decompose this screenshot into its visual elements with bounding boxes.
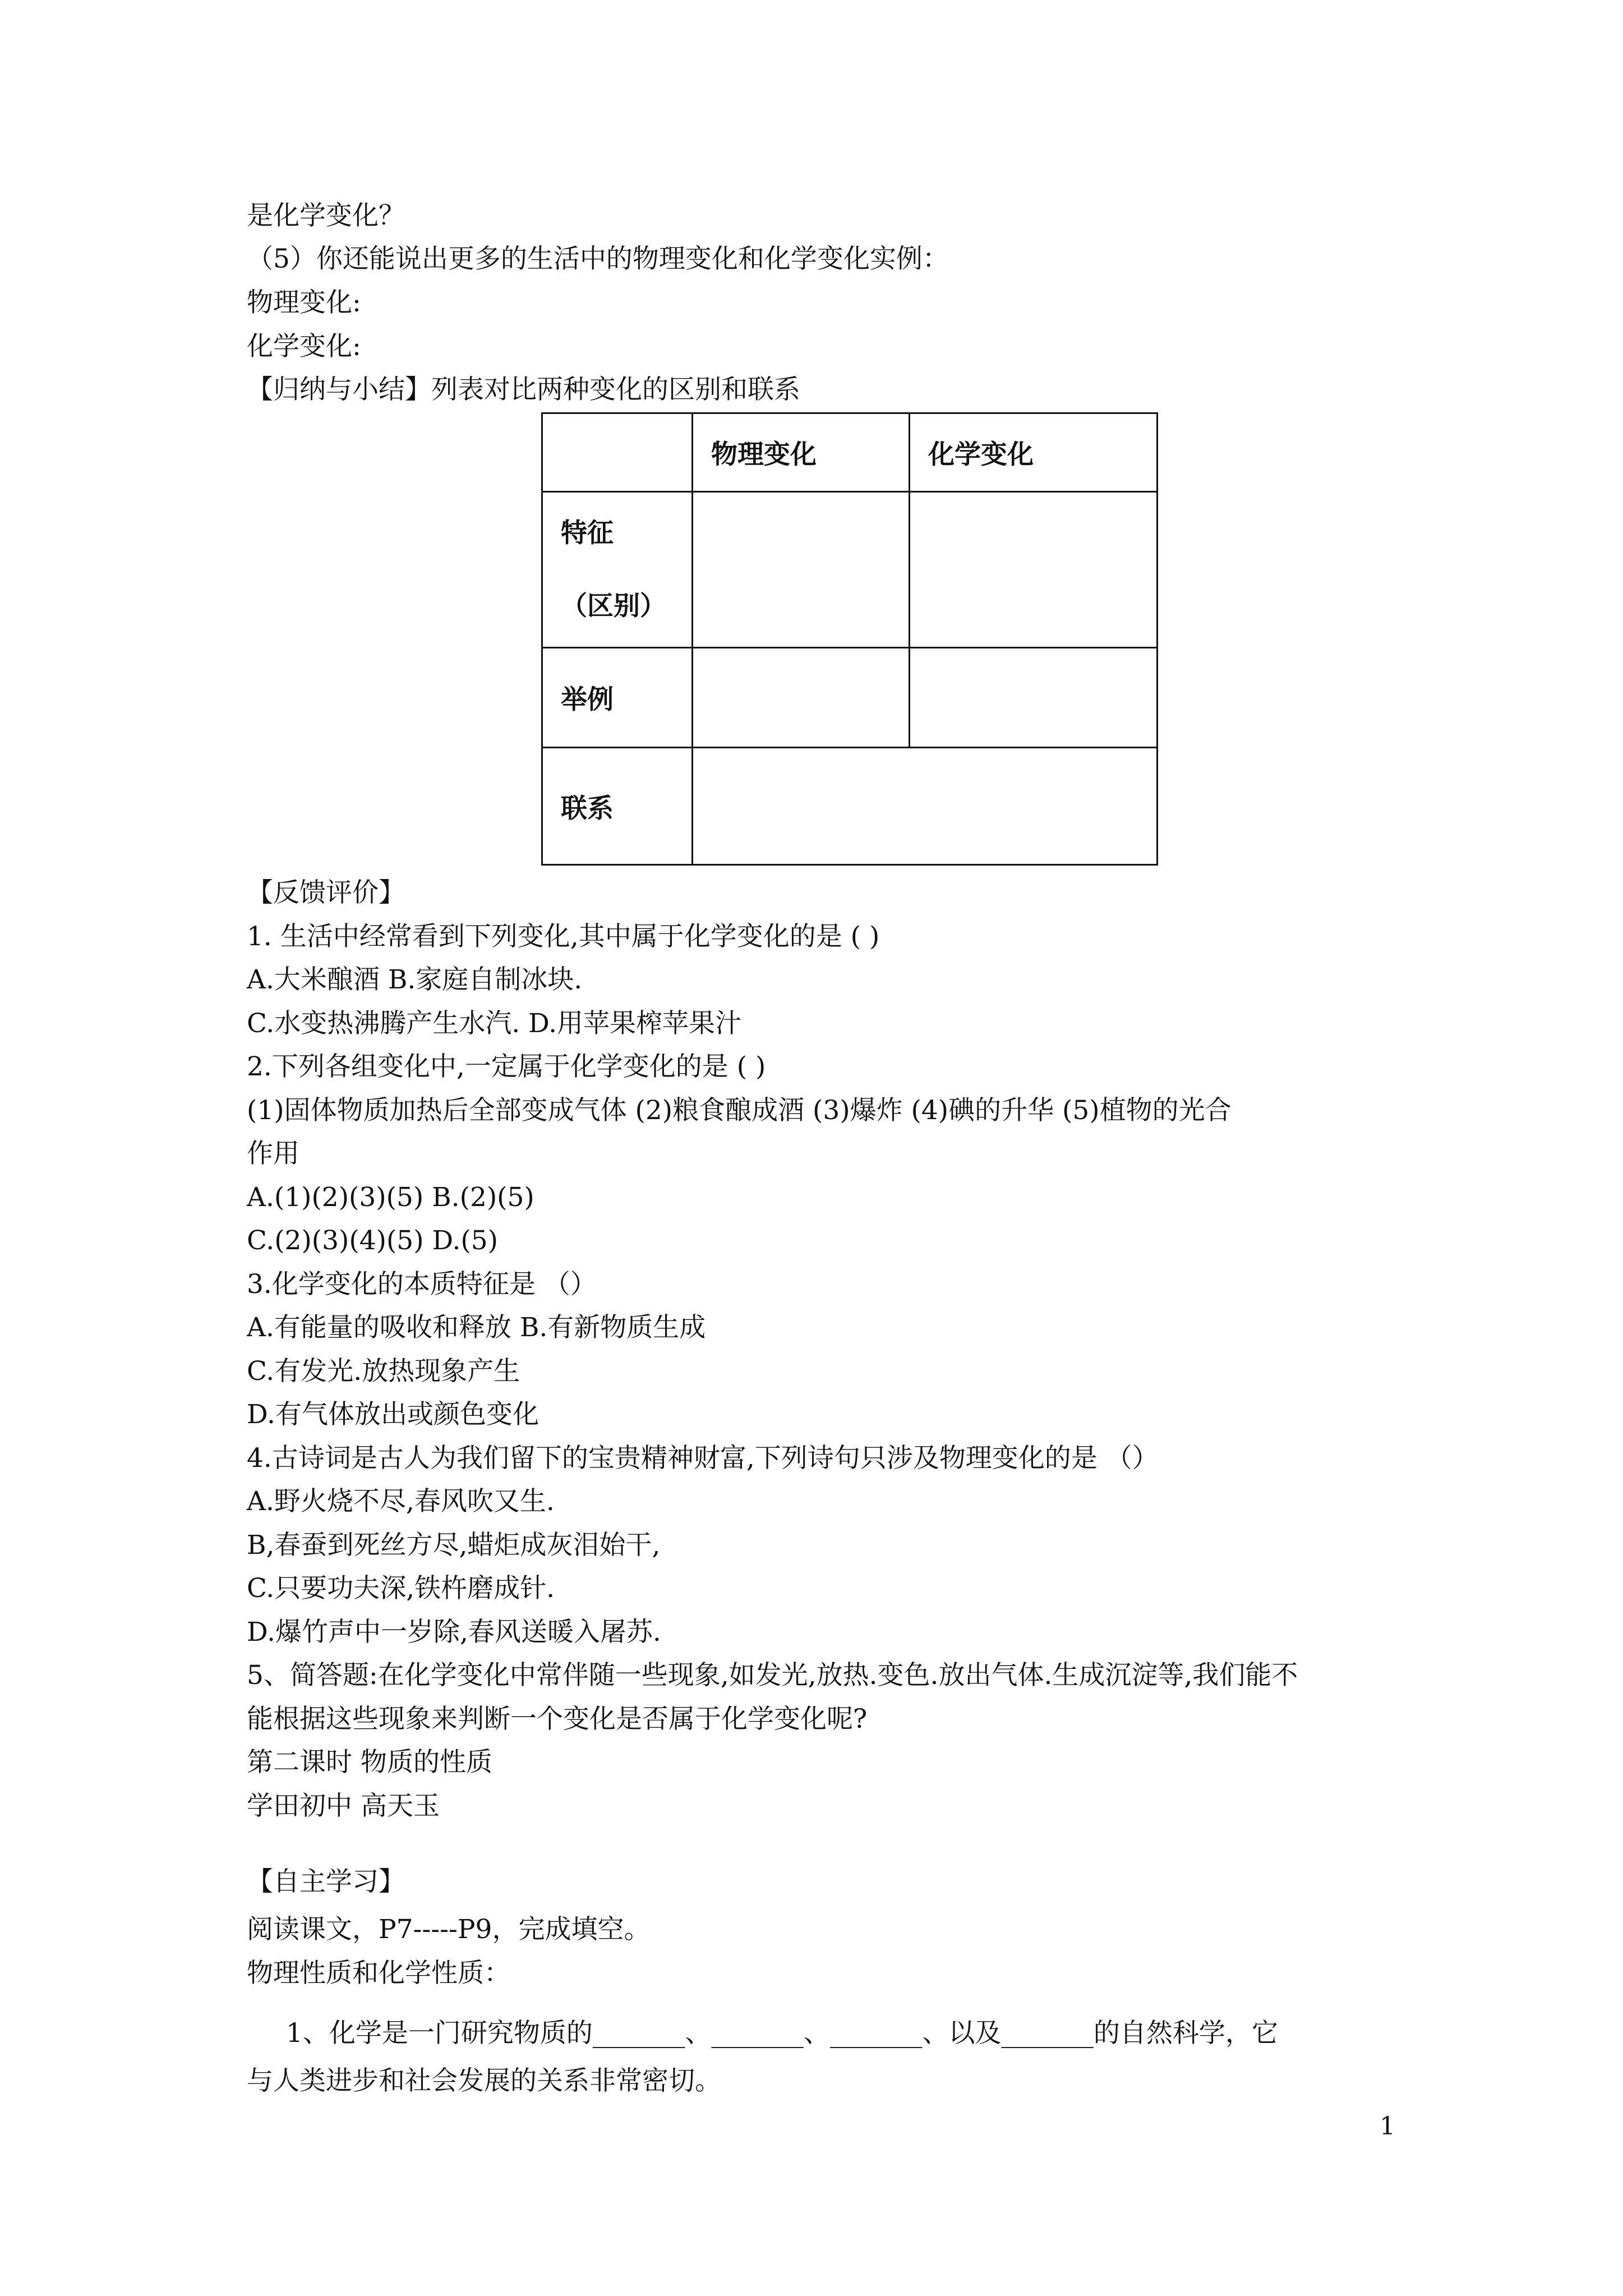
question-1: 1. 生活中经常看到下列变化,其中属于化学变化的是 ( ): [247, 921, 880, 952]
table-header-physical: 物理变化: [693, 413, 910, 492]
table-label-example: 举例: [542, 648, 693, 748]
question-3-option-d: D.有气体放出或颜色变化: [247, 1399, 539, 1430]
question-2-options-cd: C.(2)(3)(4)(5) D.(5): [247, 1225, 498, 1256]
question-2: 2.下列各组变化中,一定属于化学变化的是 ( ): [247, 1051, 766, 1082]
question-3-options-ab: A.有能量的吸收和释放 B.有新物质生成: [247, 1312, 706, 1343]
question-2-items-cont: 作用: [247, 1138, 299, 1169]
table-label-relation: 联系: [542, 748, 693, 865]
question-1-options-cd: C.水变热沸腾产生水汽. D.用苹果榨苹果汁: [247, 1008, 742, 1039]
question-4-option-a: A.野火烧不尽,春风吹又生.: [247, 1486, 555, 1517]
feedback-heading: 【反馈评价】: [247, 877, 405, 908]
table-cell-empty-merged: [693, 748, 1158, 865]
question-2-options-ab: A.(1)(2)(3)(5) B.(2)(5): [247, 1182, 534, 1213]
self-study-heading: 【自主学习】: [247, 1866, 405, 1897]
question-4-option-c: C.只要功夫深,铁杵磨成针.: [247, 1573, 555, 1604]
question-1-options-ab: A.大米酿酒 B.家庭自制冰块.: [247, 964, 583, 995]
feature-label-line-2: （区别）: [561, 590, 666, 622]
question-2-items: (1)固体物质加热后全部变成气体 (2)粮食酿成酒 (3)爆炸 (4)碘的升华 (5)植物的光合: [247, 1095, 1232, 1126]
table-header-chemical: 化学变化: [910, 413, 1158, 492]
question-5-cont: 能根据这些现象来判断一个变化是否属于化学变化呢?: [247, 1704, 868, 1734]
table-row: [542, 413, 1158, 492]
intro-line-3: 物理变化:: [247, 287, 361, 318]
summary-table: [541, 412, 1158, 866]
reading-instruction: 阅读课文，P7-----P9，完成填空。: [247, 1914, 651, 1945]
question-5: 5、简答题:在化学变化中常伴随一些现象,如发光,放热.变色.放出气体.生成沉淀等,我们能不: [247, 1660, 1298, 1691]
fill-in-blank-1: 1、化学是一门研究物质的_______、_______、_______、以及_______的自然科学，它: [286, 2018, 1278, 2049]
question-4-option-d: D.爆竹声中一岁除,春风送暖入屠苏.: [247, 1617, 661, 1648]
table-cell-empty: [910, 492, 1158, 648]
table-cell-corner: [542, 413, 693, 492]
intro-line-4: 化学变化:: [247, 331, 361, 362]
table-row: [542, 648, 1158, 748]
question-4-option-b: B,春蚕到死丝方尽,蜡炬成灰泪始干,: [247, 1530, 661, 1561]
properties-heading: 物理性质和化学性质：: [247, 1958, 510, 1989]
fill-in-blank-1-cont: 与人类进步和社会发展的关系非常密切。: [247, 2065, 721, 2096]
table-cell-empty: [693, 648, 910, 748]
question-3-option-c: C.有发光.放热现象产生: [247, 1356, 520, 1387]
feature-label-line-1: 特征: [561, 517, 614, 549]
question-4: 4.古诗词是古人为我们留下的宝贵精神财富,下列诗句只涉及物理变化的是 （）: [247, 1443, 1159, 1474]
summary-heading: 【归纳与小结】列表对比两种变化的区别和联系: [247, 374, 800, 405]
lesson-2-title: 第二课时 物质的性质: [247, 1747, 492, 1778]
page-number: 1: [1380, 2112, 1395, 2141]
lesson-2-author: 学田初中 高天玉: [247, 1791, 440, 1821]
table-label-feature: [542, 492, 693, 648]
intro-line-1: 是化学变化？: [247, 200, 405, 231]
table-cell-empty: [910, 648, 1158, 748]
question-3: 3.化学变化的本质特征是 （）: [247, 1269, 597, 1300]
intro-line-2: （5）你还能说出更多的生活中的物理变化和化学变化实例：: [247, 243, 949, 274]
table-row: [542, 748, 1158, 865]
table-cell-empty: [693, 492, 910, 648]
table-row: [542, 492, 1158, 648]
